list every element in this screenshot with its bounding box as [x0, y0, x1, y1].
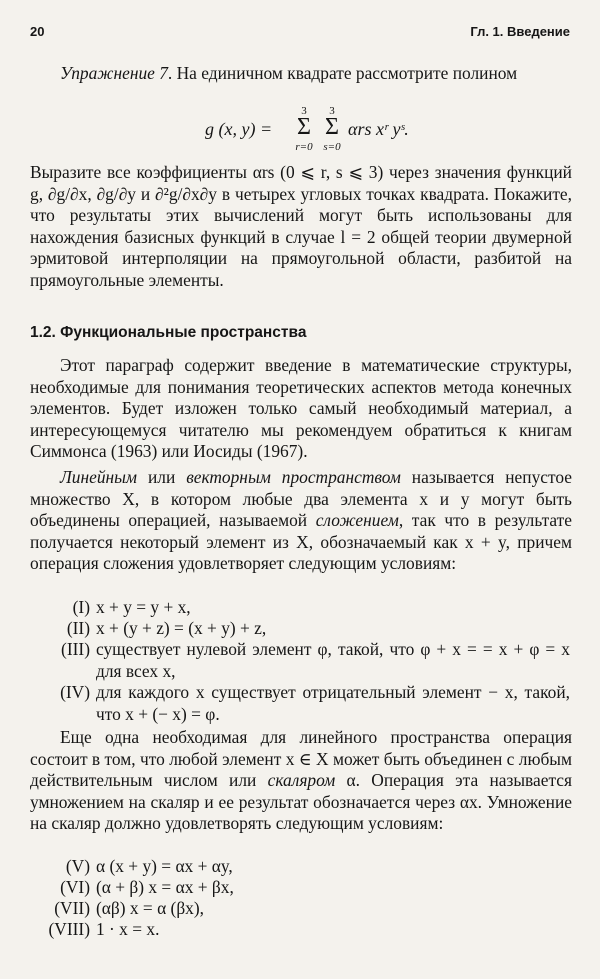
- axiom-label: (I): [72, 597, 90, 617]
- axiom-label: (VII): [54, 898, 90, 918]
- sigma-icon: Σ: [297, 114, 311, 140]
- sum-s-upper: 3: [329, 105, 335, 117]
- sum-s-lower: s=0: [323, 141, 341, 153]
- axiom-label: (II): [66, 618, 90, 638]
- section-paragraph-2: [30, 467, 572, 575]
- axiom-item: [61, 639, 570, 682]
- axiom-item: [54, 898, 205, 920]
- para3-text-b: α. Операция эта называется умножением на скаляр и ее результат обозначается через αx. Умножение на скаляр должно удовлетворять следующим условиям:: [30, 770, 572, 834]
- exercise-intro-text: . На единичном квадрате рассмотрите полином: [167, 63, 518, 83]
- chapter-title: Гл. 1. Введение: [470, 24, 570, 39]
- axiom-text: (α + β) x = αx + βx,: [96, 877, 234, 897]
- sigma-icon: Σ: [325, 114, 339, 140]
- axiom-text: 1 · x = x.: [96, 919, 160, 939]
- axiom-item: [60, 682, 570, 725]
- axiom-item: [72, 597, 191, 619]
- formula-rhs: α‏rs xʳ yˢ.: [348, 119, 409, 139]
- running-header: [30, 24, 570, 42]
- axiom-item: [65, 856, 233, 878]
- term-addition: сложением: [315, 510, 399, 531]
- para2-or: или: [137, 467, 187, 487]
- axiom-text: (αβ) x = α (βx),: [96, 898, 205, 918]
- formula-lhs: g (x, y) =: [205, 119, 273, 139]
- sum-r-upper: 3: [301, 105, 307, 117]
- axiom-item: [60, 877, 234, 899]
- para2-text-b: , так что в результате получается некоторый элемент из X, обозначаемый как x + y, причем операция сложения удовлетворяет следующим условиям:: [30, 510, 572, 574]
- axiom-label: (V): [65, 856, 90, 876]
- axiom-item: [48, 919, 160, 941]
- exercise-title: Упражнение 7: [60, 63, 168, 83]
- axiom-text: для каждого x существует отрицательный элемент − x, такой, что x + (− x) = φ.: [96, 682, 570, 724]
- axiom-text: существует нулевой элемент φ, такой, что φ + x = = x + φ = x для всех x,: [96, 639, 570, 681]
- axiom-label: (VIII): [48, 919, 90, 939]
- term-vector-space: векторным пространством: [186, 467, 401, 487]
- axiom-label: (IV): [60, 682, 90, 702]
- term-scalar: скаляром: [267, 770, 336, 791]
- para3-text-a: Еще одна необходимая для линейного пространства операция состоит в том, что любой элемент x ∈ X может быть объединен с любым действительным числом или: [30, 727, 572, 791]
- section-paragraph-3: [30, 727, 572, 835]
- exercise-intro: [30, 63, 572, 85]
- axiom-label: (VI): [60, 877, 90, 897]
- section-heading: 1.2. Функциональные пространства: [30, 324, 307, 341]
- axiom-label: (III): [61, 639, 90, 659]
- axiom-text: x + y = y + x,: [96, 597, 191, 617]
- axiom-text: α (x + y) = αx + αy,: [96, 856, 233, 876]
- para2-text-a: называется непустое множество X, в котором любые два элемента x и y могут быть объединены операцией, называемой: [30, 467, 572, 531]
- exercise-body: Выразите все коэффициенты αrs (0 ⩽ r, s ⩽ 3) через значения функций g, ∂g/∂x, ∂g/∂y и ∂²g/∂x∂y в четырех угловых точках квадрата. Покажите, что результаты этих вычислений могут быть использованы для нахождения базисных функций в случае l = 2 общей теории двумерной эрмитовой интерполяции на прямоугольной области, разбитой на прямоугольные элементы.: [30, 162, 572, 290]
- axiom-text: x + (y + z) = (x + y) + z,: [96, 618, 267, 638]
- axiom-item: [66, 618, 267, 640]
- section-paragraph-1: Этот параграф содержит введение в математические структуры, необходимые для понимания теоретических аспектов метода конечных элементов. Будет изложен только самый необходимый материал, а интересующемуся читателю мы рекомендуем обратиться к книгам Симмонса (1963) или Иосиды (1967).: [30, 355, 572, 462]
- page-number: 20: [30, 24, 45, 39]
- term-linear: Линейным: [60, 467, 138, 487]
- sum-r-lower: r=0: [295, 141, 313, 153]
- polynomial-formula: [205, 103, 435, 163]
